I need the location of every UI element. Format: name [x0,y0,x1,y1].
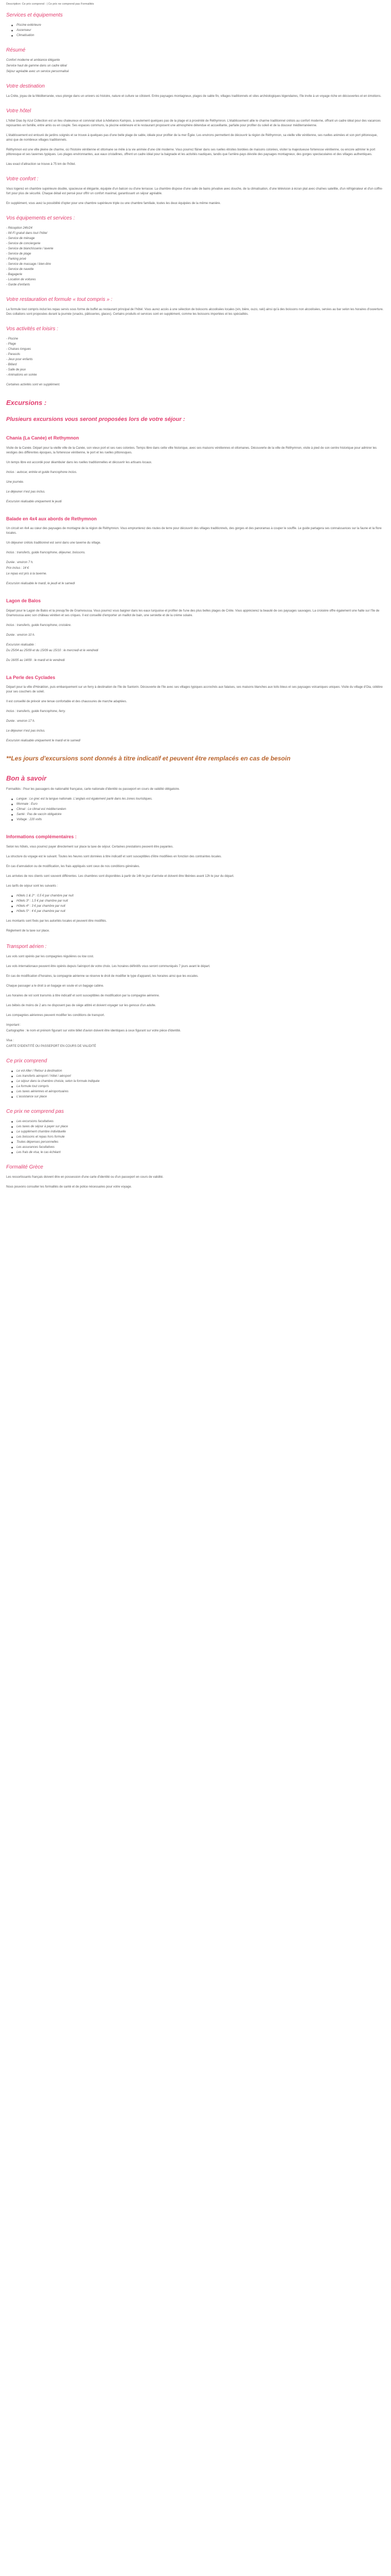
infos-paragraph: Règlement de la taxe sur place. [6,929,50,933]
excursions-subtitle: Plusieurs excursions vous seront proposées lors de votre séjour : [6,416,185,422]
resume-line: Service haut de gamme dans un cadre idéal [6,64,67,68]
prix-ne-comprend-list [11,1120,385,1155]
destination-text: La Crète, joyau de la Méditerranée, vous plonge dans un univers où histoire, nature et culture se côtoient. Entre paysages montagneux, plages de sable fin, villages traditionnels et sites archéologiques légendaires, l'île invite à un voyage riche en découvertes et en émotions. [6,95,382,98]
list-item: Les transferts aéroport / hôtel / aéroport [11,1074,385,1079]
excursion-balos-title: Lagon de Balos [6,598,41,604]
excursion-note: Inclus : transferts, guide francophone, déjeuner, boissons. [6,551,86,555]
list-item: - Bagagerie [6,273,23,277]
infos-paragraph: La structure du voyage est le suivant. Toutes les heures sont données à titre indicatif et sont susceptibles d'être modifiées en fonction des contraintes locales. [6,855,222,858]
excursion-schedule: Excursion réalisable uniquement le mardi et le samedi [6,739,80,743]
list-item: Voltage : 220 volts [11,818,385,822]
list-item: Les taxes de séjour à payer sur place [11,1125,385,1129]
list-item: - Chaises longues [6,348,31,351]
transport-paragraph: Les bébés de moins de 2 ans ne disposent pas de siège attitré et doivent voyager sur les genoux d'un adulte. [6,1004,156,1007]
list-item: - Service de navette [6,268,34,272]
infos-paragraph: En cas d'annulation ou de modification, les frais appliqués sont ceux de nos conditions générales. [6,865,140,868]
list-item: Les boissons et repas hors formule [11,1135,385,1140]
list-item: - Parasols [6,353,21,357]
confort-paragraph: Vous logerez en chambre supérieure double, spacieuse et élégante, équipée d'un balcon ou d'une terrasse. La chambre dispose d'une salle de bains privative avec douche, de la climatisation, d'une télévision à écran plat avec chaînes satellite, d'un réfrigérateur et d'un coffre-fort pour plus de sécurité. Chaque détail est pensé pour offrir un confort maximal, garantissant un séjour agréable. [6,188,383,196]
excursion-chania-title: Chania (La Canée) et Rethymnon [6,435,79,441]
infos-paragraph: Les montants sont fixés par les autorités locales et peuvent être modifiés. [6,919,107,923]
excursion-lunch: Le déjeuner n'est pas inclus. [6,730,45,733]
list-item: Climat : Le climat est méditerranéen [11,807,385,812]
resume-title: Résumé [6,47,26,54]
list-item: - Service de ménage [6,237,35,241]
restauration-text: La formule tout compris inclut les repas servis sous forme de buffet au restaurant principal de l'hôtel. Vous aurez accès à une sélection de boissons alcoolisées locales (vin, bière, ouzo, raki) ainsi qu'à des boissons non alcoolisées, servies au bar selon les horaires d'ouverture. Des collations sont proposées durant la journée (snacks, pâtisseries, glaces). Certains produits et services sont en supplément, comme les boissons importées et les spécialités. [6,308,384,316]
list-item: Langue : Le grec est la langue nationale. L'anglais est également parlé dans les zones touristiques. [11,797,385,802]
excursion-dispo: Du 16/05 au 14/09 : le mardi et le vendredi [6,658,65,662]
excursion-cyclades-title: La Perle des Cyclades [6,674,56,680]
prix-comprend-title: Ce prix comprend [6,1058,47,1064]
list-item: - Wi-Fi gratuit dans tout l'hôtel [6,232,47,235]
important-title: Important : [6,1023,21,1027]
transport-paragraph: Les vols internationaux peuvent être opérés depuis l'aéroport de votre choix. Les horaires définitifs vous seront communiqués 7 jours avant le départ. [6,964,210,968]
transport-paragraph: Les vols sont opérés par les compagnies régulières ou low cost. [6,955,94,958]
excursion-text: Départ pour la ville d'Héraklion, puis embarquement sur un ferry à destination de l'île de Santorin. Découverte de l'île avec ses villages typiques accrochés aux falaises, ses maisons blanches aux toits bleus et ses paysages volcaniques uniques. Visite du village d'Oia, célèbre pour ses couchers de soleil. [6,686,383,694]
excursion-duration: Durée : environ 7 h. [6,561,34,565]
list-item: Les taxes aériennes et aéroportuaires [11,1090,385,1094]
transport-paragraph: Les horaires de vol sont transmis à titre indicatif et sont susceptibles de modification par la compagnie aérienne. [6,994,160,997]
confort-title: Votre confort : [6,176,39,182]
list-item: - Piscine [6,337,19,341]
loisirs-title: Vos activités et loisirs : [6,326,58,332]
list-item: Santé : Pas de vaccin obligatoire [11,812,385,817]
list-item: L'assistance sur place [11,1095,385,1099]
excursion-lunch: Le déjeuner n'est pas inclus. [6,490,45,494]
excursion-text: Départ pour le Lagon de Balos et la presqu'île de Gramvoussa. Vous pourrez vous baigner dans les eaux turquoise et profiter de l'une des plus belles plages de Crète. Vous apprécierez la beauté de ces paysages sauvages. La croisière offre également une halte sur l'île de Gramvoussa avec son château vénitien et ses criques. Il est conseillé d'emporter un maillot de bain, une serviette et de la crème solaire. [6,609,380,617]
important-text: Cartographie : le nom et prénom figurant sur votre billet d'avion doivent être identiques à ceux figurant sur votre pièce d'identité. [6,1029,181,1032]
formalite-paragraph: Les ressortissants français doivent être en possession d'une carte d'identité ou d'un passeport en cours de validité. [6,1175,164,1179]
loisirs-list [6,337,385,378]
excursion-text: Il est conseillé de prévoir une tenue confortable et des chaussures de marche adaptées. [6,700,127,704]
excursion-schedule: Excursion réalisable uniquement le jeudi [6,500,62,503]
list-item: Monnaie : Euro [11,802,385,807]
hotel-paragraph: L'hôtel Dias by Azul Collection est un lieu chaleureux et convivial situé à Adelianos Kampos, à seulement quelques pas de la plage et à proximité de Réthymnon. L'établissement allie le charme traditionnel crétois au confort moderne, offrant un cadre idéal pour des vacances reposantes en famille, entre amis ou en couple. Ses espaces communs, la piscine extérieure et le restaurant proposent une atmosphère détendue et accueillante, parfaite pour profiter du soleil et de la douceur méditerranéenne. [6,120,381,128]
list-item: - Parking privé [6,258,26,261]
list-item: Les excursions facultatives [11,1120,385,1124]
list-item: - Garde d'enfants [6,283,30,287]
excursion-note: Inclus : transferts, guide francophone, croisière. [6,623,72,627]
list-item: Climatisation [11,33,385,38]
list-item: - Location de voitures [6,278,36,282]
services-list [11,23,385,38]
list-item: La formule tout compris [11,1084,385,1089]
infos-title: Informations complémentaires : [6,834,77,840]
list-item: - Service de blanchisserie / laverie [6,247,54,251]
equipements-title: Vos équipements et services : [6,215,75,222]
list-item: Hôtels 1 & 2* : 0,5 € par chambre par nuit [11,894,385,899]
list-item: - Service de massage / bien-être [6,263,51,266]
excursion-text: Un circuit en 4x4 au cœur des paysages de montagne de la région de Réthymnon. Vous emprunterez des routes de terre pour découvrir des villages traditionnels, des gorges et des panoramas à couper le souffle. Le guide partagera ses connaissances sur la faune et la flore locales. [6,527,382,535]
transport-paragraph: Les compagnies aériennes peuvent modifier les conditions de transport. [6,1013,105,1017]
formalite-title: Formalité Grèce [6,1164,43,1170]
excursion-duration: Une journée. [6,480,24,484]
list-item: Piscine extérieure [11,23,385,28]
resume-line: Séjour agréable avec un service personnalisé [6,70,69,74]
confort-paragraph: En supplément, vous avez la possibilité d'opter pour une chambre supérieure triple ou une chambre familiale, toutes les deux équipées de la même manière. [6,202,221,206]
list-item: Hôtels 3* : 1,5 € par chambre par nuit [11,899,385,904]
list-item: Les frais de visa, le cas échéant [11,1150,385,1155]
excursion-note: Inclus : autocar, entrée et guide francophone inclus. [6,470,77,474]
excursion-lunch: Le repas est pris à la taverne. [6,572,47,576]
excursion-text: Un déjeuner crétois traditionnel est servi dans une taverne du village. [6,541,101,545]
excursion-duration: Durée : environ 17 h. [6,720,36,723]
resume-line: Confort moderne et ambiance élégante [6,59,60,62]
visa-title: Visa : [6,1039,14,1042]
list-item: - Service de plage [6,252,31,256]
list-item: - Service de conciergerie [6,242,41,246]
hotel-title: Votre hôtel [6,108,31,114]
transport-paragraph: En cas de modification d'horaires, la compagnie aérienne se réserve le droit de modifier le type d'appareil, les horaires ainsi que les escales. [6,974,199,978]
hotel-paragraph: Lieu exact d'attraction se trouve à 75 km de l'hôtel. [6,163,76,166]
taxes-list [11,894,385,914]
bon-savoir-list [11,797,385,822]
excursion-text: Visite de la Canée. Départ pour la vieille ville de la Canée, son vieux port et ses rues colorées. Temps libre dans cette ville historique, avec ses maisons vénitiennes et ottomanes. Découverte de la ville de Réthymnon, visite à pied de son centre historique pour admirer les vestiges des différentes époques, la forteresse vénitienne, le port et les ruelles pittoresques. [6,446,377,454]
restauration-title: Votre restauration et formule « tout compris » : [6,297,112,303]
list-item: - Plage [6,343,17,346]
prix-comprend-list [11,1069,385,1099]
transport-title: Transport aérien : [6,943,47,950]
list-item: - Billard [6,363,17,367]
excursion-balade-title: Balade en 4x4 aux abords de Rethymnon [6,516,97,521]
loisirs-note: Certaines activités sont en supplément. [6,383,60,387]
excursion-dispo: Du 25/04 au 25/09 et du 15/09 au 15/10 : le mercredi et le vendredi [6,649,99,652]
bon-savoir-text: Formalités : Pour les passagers de nationalité française, carte nationale d'identité ou passeport en cours de validité obligatoire. [6,788,180,791]
infos-paragraph: Selon les hôtels, vous pourrez payer directement sur place la taxe de séjour. Certaines prestations peuvent être payantes. [6,845,174,849]
list-item: Hôtels 5* : 4 € par chambre par nuit [11,909,385,914]
list-item: Les assurances facultatives [11,1145,385,1150]
hotel-paragraph: L'établissement est entouré de jardins soignés et se trouve à quelques pas d'une belle plage de sable, idéale pour profiter de la mer Égée. Les environs permettent de découvrir la région de Réthymnon, sa vieille ville vénitienne, ses ruelles animées et son port pittoresque, ainsi que de nombreux villages traditionnels. [6,134,378,142]
list-item: Le vol Aller / Retour à destination [11,1069,385,1074]
excursion-dispo-title: Excursion réalisable : [6,643,36,647]
list-item: Le séjour dans la chambre choisie, selon la formule indiquée [11,1079,385,1084]
intro-line: Description: Ce prix comprend : | Ce prix ne comprend pas Formalités [6,3,94,6]
list-item: Hôtels 4* : 3 € par chambre par nuit [11,904,385,909]
visa-text: CARTE D'IDENTITÉ OU PASSEPORT EN COURS DE VALIDITÉ [6,1044,96,1048]
excursion-duration: Durée : environ 10 h. [6,633,36,637]
bon-savoir-title: Bon à savoir [6,774,47,782]
destination-title: Votre destination [6,83,45,90]
list-item: - Réception 24h/24 [6,227,32,230]
list-item: Ascenseur [11,28,385,33]
list-item: Toutes dépenses personnelles [11,1140,385,1145]
equipements-list [6,226,385,287]
hotel-paragraph: Réthymnon est une ville pleine de charme, où l'histoire vénitienne et ottomane se mêle à la vie animée d'une cité moderne. Vous pourrez flâner dans ses ruelles étroites bordées de maisons colorées, visiter la majestueuse forteresse vénitienne, ou encore admirer le port pittoresque et ses tavernes typiques. Les plages environnantes, aux eaux cristallines, offrent un cadre idéal pour la baignade et les activités nautiques, tandis que l'arrière-pays dévoile des paysages montagneux, des gorges spectaculaires et des villages authentiques. [6,148,376,157]
excursion-note: Inclus : transferts, guide francophone, ferry. [6,710,66,714]
prix-ne-comprend-title: Ce prix ne comprend pas [6,1108,64,1114]
services-title: Services et équipements [6,12,63,19]
list-item: - Animations en soirée [6,374,37,377]
excursions-disclaimer: **Les jours d'excursions sont donnés à titre indicatif et peuvent être remplacés en cas de besoin [6,755,291,762]
excursion-price: Prix inclus : 14 € [6,567,29,570]
excursions-title: Excursions : [6,399,47,407]
infos-paragraph: Les tarifs de séjour sont les suivants : [6,884,58,888]
excursion-schedule: Excursion réalisable le mardi, le jeudi et le samedi [6,582,75,586]
transport-paragraph: Chaque passager a le droit à un bagage en soute et un bagage cabine. [6,984,104,988]
list-item: Le supplément chambre individuelle [11,1130,385,1134]
excursion-text: Un temps libre est accordé pour déambuler dans les ruelles traditionnelles et découvrir les artisans locaux. [6,461,152,464]
formalite-paragraph: Nous pouvons consulter les formalités de santé et de police nécessaires pour votre voyage. [6,1185,132,1189]
list-item: - Jeux pour enfants [6,358,33,362]
infos-paragraph: Les arrivées de nos clients sont souvent différentes. Les chambres sont disponibles à partir de 14h le jour d'arrivée et doivent être libérées avant 12h le jour du départ. [6,874,234,878]
list-item: - Salle de jeux [6,368,26,372]
